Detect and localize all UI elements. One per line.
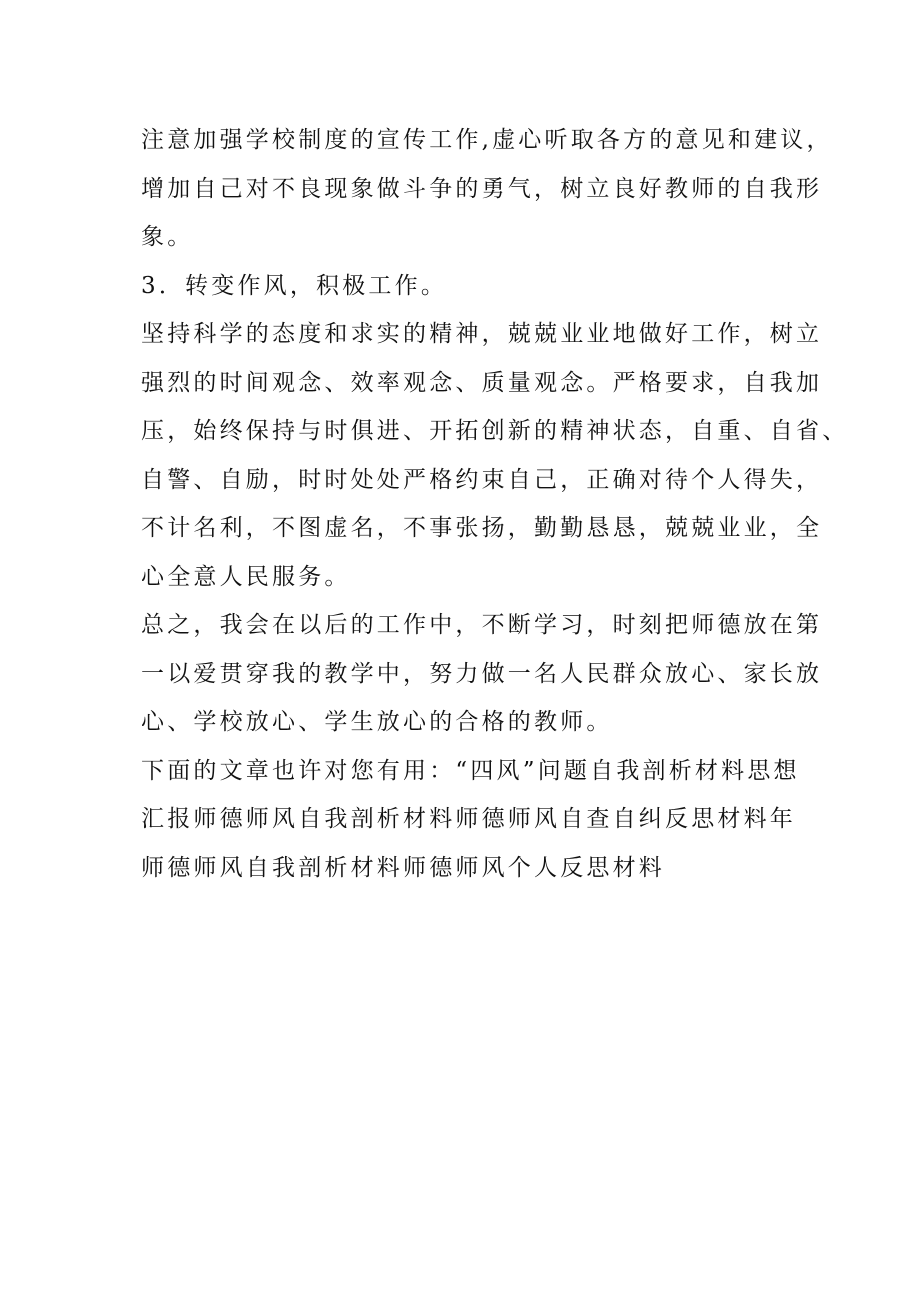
text-line: 坚持科学的态度和求实的精神，兢兢业业地做好工作，树立 (141, 321, 823, 347)
text-line: 象。 (141, 224, 194, 250)
text-line: 一以爱贯穿我的教学中，努力做一名人民群众放心、家长放 (141, 660, 823, 687)
related-articles-line: 下面的文章也许对您有用：“四风”问题自我剖析材料思想 (141, 757, 800, 784)
related-articles-line: 汇报师德师风自我剖析材料师德师风自查自纠反思材料年 (141, 806, 796, 832)
related-articles-line: 师德师风自我剖析材料师德师风个人反思材料 (141, 854, 665, 881)
text-line: 心全意人民服务。 (141, 563, 351, 590)
text-line: 总之，我会在以后的工作中，不断学习，时刻把师德放在第 (141, 612, 823, 638)
text-line: 增加自己对不良现象做斗争的勇气，树立良好教师的自我形 (141, 175, 823, 202)
text-line: 心、学校放心、学生放心的合格的教师。 (141, 709, 613, 735)
text-line: 注意加强学校制度的宣传工作,虚心听取各方的意见和建议， (141, 127, 833, 153)
text-line: 不计名利，不图虚名，不事张扬，勤勤恳恳，兢兢业业，全 (141, 515, 823, 541)
section-heading: 3．转变作风，积极工作。 (141, 272, 448, 299)
text-line: 自警、自励，时时处处严格约束自己，正确对待个人得失， (141, 466, 823, 493)
document-body (141, 116, 849, 892)
text-line: 压，始终保持与时俱进、开拓创新的精神状态，自重、自省、 (141, 418, 849, 444)
text-line: 强烈的时间观念、效率观念、质量观念。严格要求，自我加 (141, 369, 823, 396)
